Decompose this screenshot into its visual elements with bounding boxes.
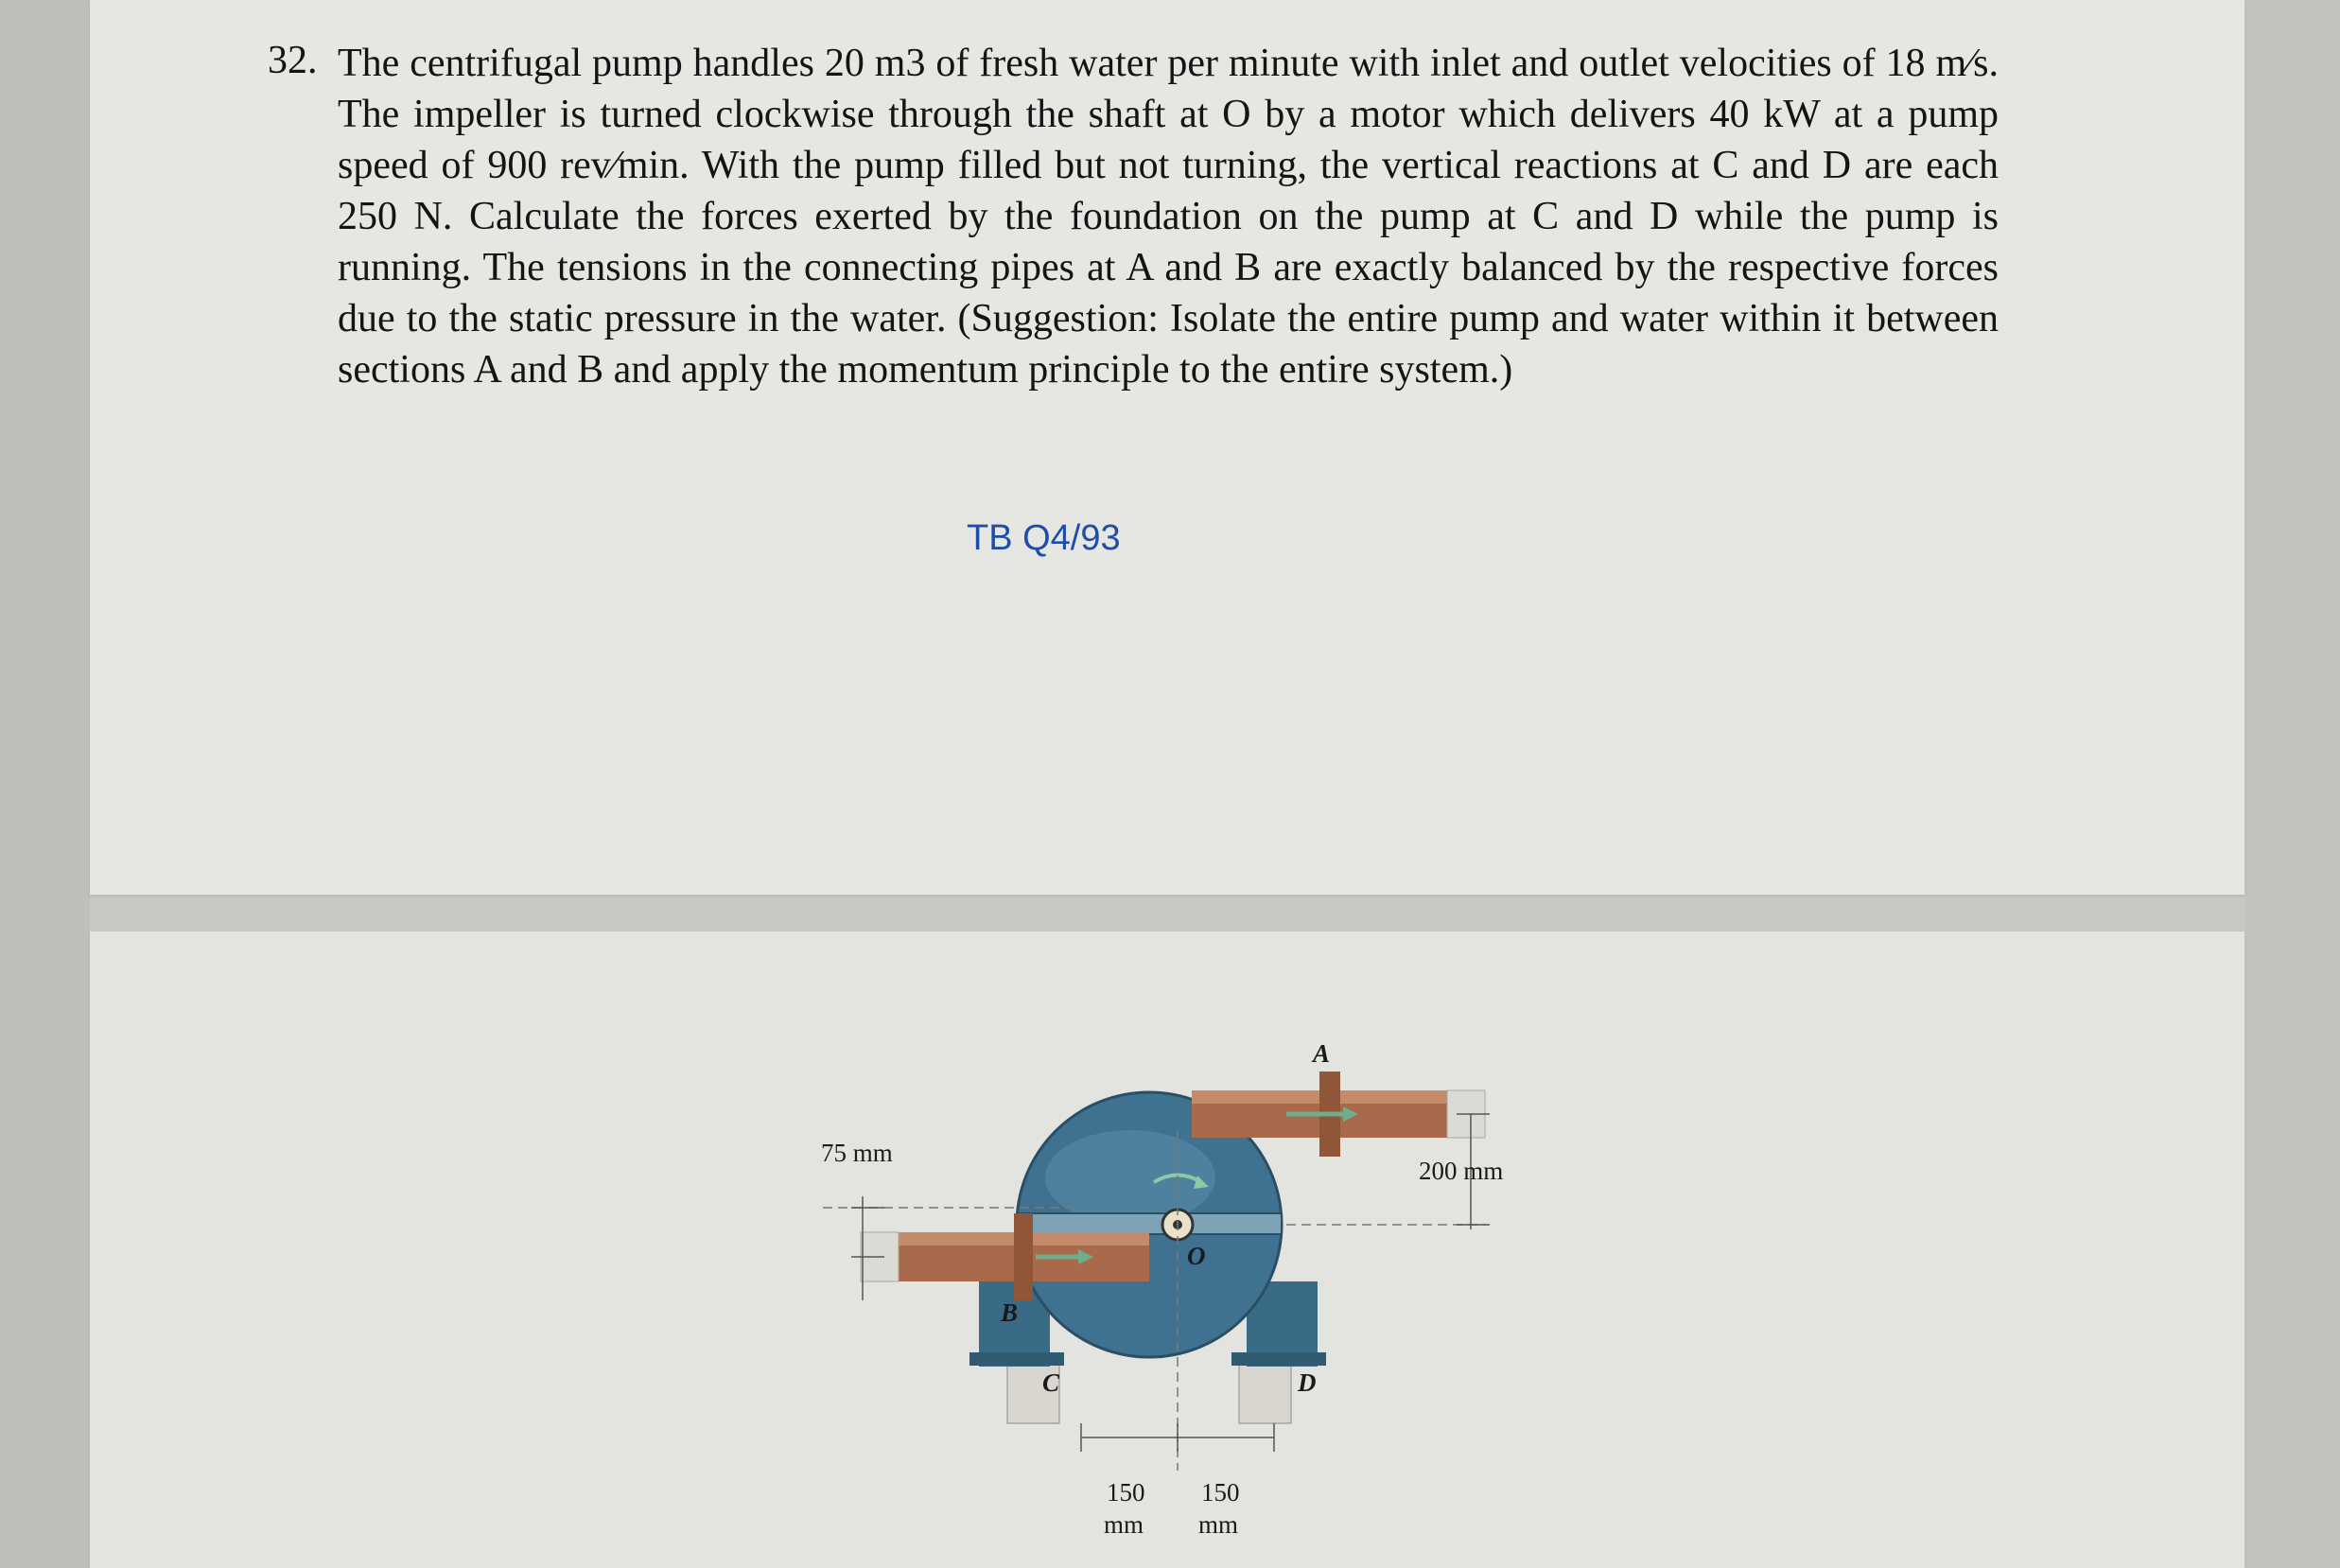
question-number: 32. — [268, 39, 318, 82]
dim-bottom-right-value: 150 — [1201, 1478, 1240, 1507]
question-text: The centrifugal pump handles 20 m3 of fresh water per minute with inlet and outlet velocities of 18 m⁄s. The impeller is turned clockwise through the shaft at O by a motor which delivers 40 kW at a pump speed of 900 rev⁄min. With the pump filled but not turning, the vertical reactions at C and D are each 250 N. Calculate the forces exerted by the foundation on the pump at C and D while the pump is running. The tensions in the connecting pipes at A and B are exactly balanced by the respective forces due to the static pressure in the water. (Suggestion: Isolate the entire pump and water within it between sections A and B and apply the momentum principle to the entire system.) — [338, 42, 1999, 392]
foot-left — [969, 1352, 1064, 1366]
pump-figure — [795, 1026, 1551, 1556]
left-background-strip — [0, 0, 90, 1568]
dim-bottom-left-unit: mm — [1104, 1510, 1144, 1539]
right-background-strip — [2245, 0, 2340, 1568]
label-d: D — [1298, 1368, 1317, 1397]
label-a: A — [1313, 1039, 1331, 1068]
dim-right-label: 200 mm — [1419, 1157, 1504, 1185]
casing-flange — [1017, 1213, 1282, 1234]
label-b: B — [1001, 1298, 1019, 1327]
pump-diagram — [795, 1026, 1551, 1556]
label-c: C — [1042, 1368, 1060, 1397]
dim-bottom-left-value: 150 — [1107, 1478, 1145, 1507]
dim-left-label: 75 mm — [821, 1139, 893, 1167]
textbook-reference: TB Q4/93 — [967, 518, 1121, 558]
support-d — [1239, 1362, 1291, 1423]
dim-bottom-right-unit: mm — [1198, 1510, 1239, 1539]
inlet-flange-b — [1014, 1213, 1033, 1300]
label-o: O — [1187, 1242, 1206, 1270]
foot-right — [1231, 1352, 1326, 1366]
